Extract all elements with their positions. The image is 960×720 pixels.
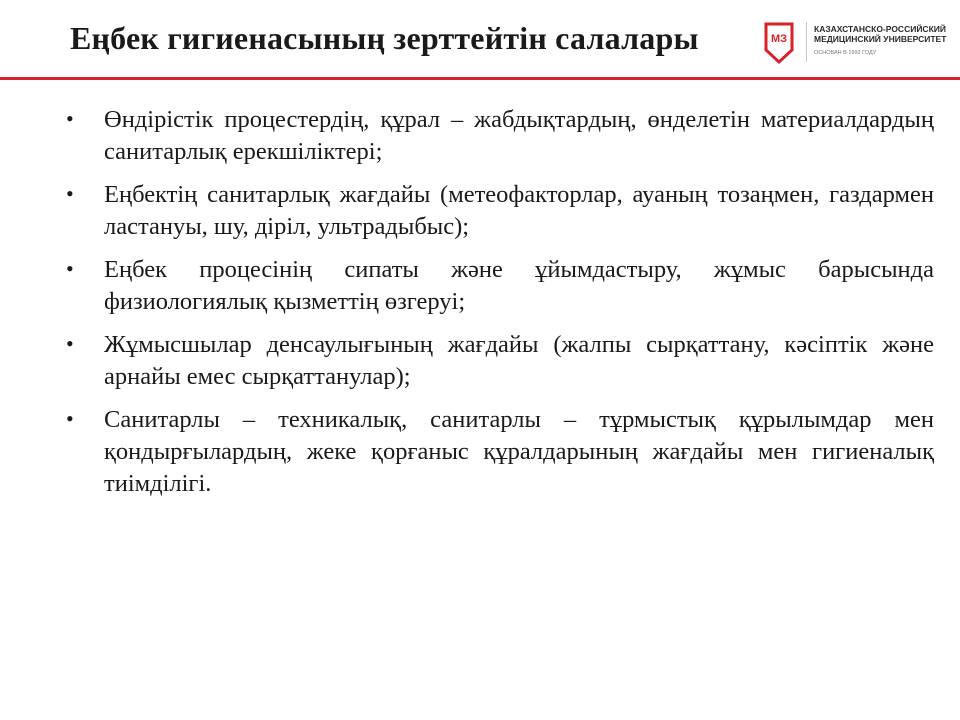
bullet-marker: •: [66, 256, 74, 281]
bullet-marker: •: [66, 331, 74, 356]
bullet-marker: •: [66, 181, 74, 206]
bullet-marker: •: [66, 106, 74, 131]
bullet-marker: •: [66, 406, 74, 431]
university-logo: [762, 18, 947, 68]
university-emblem-icon: [762, 20, 796, 66]
university-name-line1: КАЗАХСТАНСКО-РОССИЙСКИЙ: [814, 24, 946, 34]
bullet-text: Еңбектің санитарлық жағдайы (метеофакторлар, ауаның тозаңмен, газдармен ластануы, шу, діріл, ультрадыбыс);: [104, 181, 934, 240]
list-item: [60, 404, 934, 500]
bullet-text: Жұмысшылар денсаулығының жағдайы (жалпы сырқаттану, кәсіптік және арнайы емес сырқаттанулар);: [104, 331, 934, 390]
bullet-list: [60, 104, 934, 511]
logo-divider: [806, 22, 807, 62]
title-divider: [0, 77, 960, 80]
svg-text:МЗ: МЗ: [770, 33, 788, 45]
bullet-text: Өндірістік процестердің, құрал – жабдықтардың, өнделетін материалдардың санитарлық ерекшіліктері;: [104, 106, 934, 165]
university-name-line2: МЕДИЦИНСКИЙ УНИВЕРСИТЕТ: [814, 34, 947, 44]
university-tagline: ОСНОВАН В 1992 ГОДУ: [814, 50, 877, 56]
list-item: [60, 329, 934, 393]
list-item: [60, 179, 934, 243]
university-name: [814, 24, 946, 44]
bullet-text: Санитарлы – техникалық, санитарлы – тұрмыстық құрылымдар мен қондырғылардың, жеке қорғаныс құралдарының жағдайы мен гигиеналық тиімділігі.: [104, 406, 934, 497]
list-item: [60, 254, 934, 318]
list-item: [60, 104, 934, 168]
bullet-text: Еңбек процесінің сипаты және ұйымдастыру, жұмыс барысында физиологиялық қызметтің өзгеруі;: [104, 256, 934, 315]
slide-title: Еңбек гигиенасының зерттейтін салалары: [70, 20, 699, 56]
